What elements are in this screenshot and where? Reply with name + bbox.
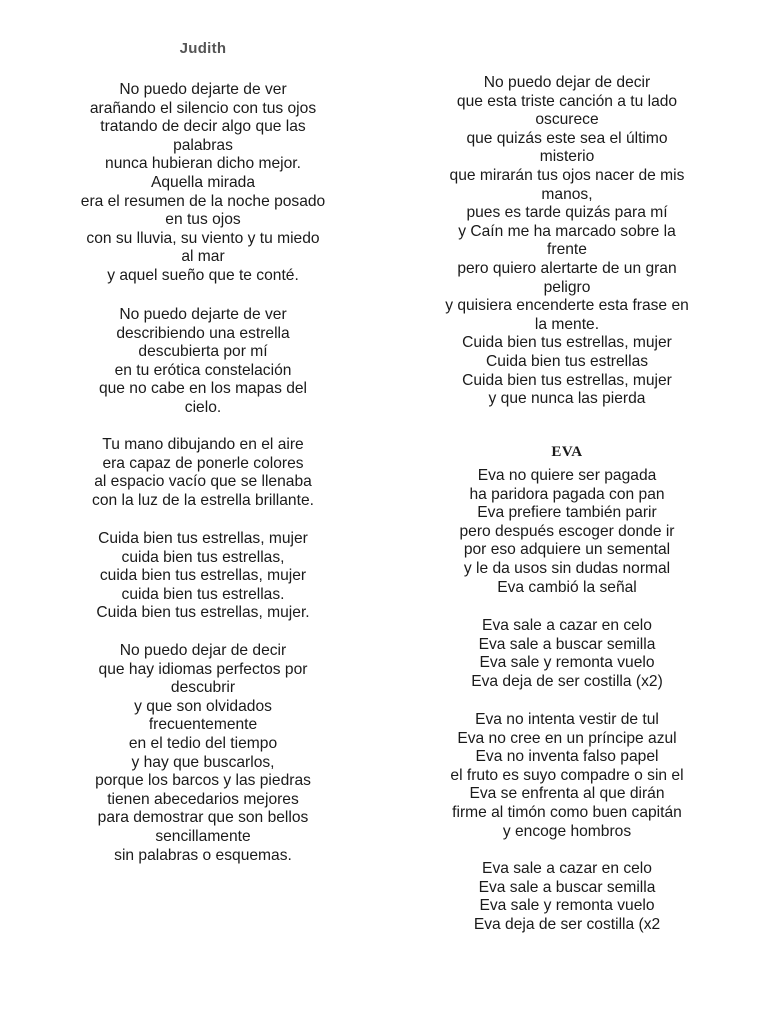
poem-line: tienen abecedarios mejores <box>107 790 299 808</box>
poem-line: para demostrar que son bellos <box>97 809 309 827</box>
poem-line: descubierta por mí <box>138 343 268 361</box>
poem-line: misterio <box>539 148 595 166</box>
poem-line: Eva sale a buscar semilla <box>478 635 656 653</box>
poem-line: No puedo dejar de decir <box>483 74 651 91</box>
poem-line: Eva cambió la señal <box>497 578 637 596</box>
poem-line: arañando el silencio con tus ojos <box>89 99 317 117</box>
poem-line: y que nunca las pierda <box>488 390 646 408</box>
poem-line: Eva sale a buscar semilla <box>478 878 656 896</box>
poem-line: Eva deja de ser costilla (x2 <box>473 915 661 933</box>
poem-title-eva: EVA <box>551 444 583 460</box>
poem-line: el fruto es suyo compadre o sin el <box>450 766 684 784</box>
poem-line: pero quiero alertarte de un gran <box>457 259 677 277</box>
poem-line: que esta triste canción a tu lado <box>456 92 678 110</box>
poem-line: palabras <box>173 136 233 154</box>
poem-line: porque los barcos y las piedras <box>95 772 311 790</box>
judith-stanza-6 <box>392 74 742 409</box>
poem-line: Eva no intenta vestir de tul <box>475 711 659 728</box>
poem-line: Eva sale a cazar en celo <box>482 860 652 877</box>
poem-line: tratando de decir algo que las <box>100 118 306 136</box>
poem-line: en tu erótica constelación <box>114 361 292 379</box>
poem-line: cuida bien tus estrellas, mujer <box>99 567 307 585</box>
poem-line: con su lluvia, su viento y tu miedo <box>86 229 320 247</box>
poem-line: Eva sale y remonta vuelo <box>479 897 655 915</box>
judith-stanza-1 <box>38 81 368 286</box>
poem-line: peligro <box>543 278 591 296</box>
poem-line: por eso adquiere un semental <box>463 541 671 559</box>
poem-line: No puedo dejarte de ver <box>119 81 287 98</box>
poem-line: Eva sale a cazar en celo <box>482 617 652 634</box>
poem-line: y Caín me ha marcado sobre la <box>458 222 676 240</box>
poem-line: Eva se enfrenta al que dirán <box>469 785 665 803</box>
poem-line: era capaz de ponerle colores <box>102 454 304 472</box>
poem-line: sin palabras o esquemas. <box>114 846 292 864</box>
poem-line: y que son olvidados <box>134 697 272 715</box>
poem-line: Cuida bien tus estrellas, mujer. <box>96 604 310 622</box>
poem-line: Aquella mirada <box>150 173 256 191</box>
poem-line: al espacio vacío que se llenaba <box>94 473 312 491</box>
poem-line: No puedo dejar de decir <box>119 642 287 659</box>
poem-line: sencillamente <box>155 827 251 845</box>
poem-line: manos, <box>541 185 593 203</box>
poem-line: No puedo dejarte de ver <box>119 306 287 323</box>
poem-line: con la luz de la estrella brillante. <box>92 491 314 509</box>
poem-line: y encoge hombros <box>502 822 632 840</box>
poem-line: cuida bien tus estrellas. <box>121 585 285 603</box>
poem-line: que mirarán tus ojos nacer de mis <box>449 166 685 184</box>
poem-line: era el resumen de la noche posado <box>80 192 326 210</box>
poem-line: que quizás este sea el último <box>466 129 668 147</box>
poem-line: Tu mano dibujando en el aire <box>102 436 304 453</box>
poem-line: la mente. <box>534 315 600 333</box>
poem-line: en tus ojos <box>165 211 241 229</box>
poem-line: descubrir <box>170 679 236 697</box>
judith-stanza-4 <box>38 530 368 623</box>
poem-line: Eva sale y remonta vuelo <box>479 654 655 672</box>
poem-line: frente <box>547 241 587 259</box>
poem-line: Cuida bien tus estrellas, mujer <box>462 334 672 352</box>
poem-line: Cuida bien tus estrellas, mujer <box>98 530 308 547</box>
poem-line: que hay idiomas perfectos por <box>98 660 308 678</box>
poem-line: Eva deja de ser costilla (x2) <box>471 672 663 690</box>
poem-line: y le da usos sin dudas normal <box>463 559 671 577</box>
eva-stanza-3 <box>392 711 742 841</box>
poem-line: que no cabe en los mapas del <box>98 380 308 398</box>
poem-line: pero después escoger donde ir <box>459 522 675 540</box>
poem-line: y aquel sueño que te conté. <box>107 266 299 284</box>
poem-line: al mar <box>181 248 225 266</box>
judith-stanza-5 <box>38 642 368 865</box>
poem-line: nunca hubieran dicho mejor. <box>105 155 301 173</box>
eva-stanza-2 <box>392 617 742 691</box>
poem-line: oscurece <box>535 111 599 129</box>
poem-line: describiendo una estrella <box>116 324 290 342</box>
poem-line: pues es tarde quizás para mí <box>466 204 668 222</box>
poem-title-judith: Judith <box>179 40 227 57</box>
poem-line: Eva no cree en un príncipe azul <box>457 729 677 747</box>
eva-stanza-1 <box>392 467 742 597</box>
poem-line: Cuida bien tus estrellas <box>485 352 649 370</box>
judith-stanza-2 <box>38 306 368 418</box>
poem-line: y quisiera encenderte esta frase en <box>445 297 689 315</box>
judith-stanza-3 <box>38 436 368 510</box>
poem-line: frecuentemente <box>148 716 258 734</box>
poem-line: cielo. <box>184 398 222 416</box>
poem-line: cuida bien tus estrellas, <box>121 548 285 566</box>
eva-stanza-4 <box>392 860 742 934</box>
poem-line: y hay que buscarlos, <box>131 753 275 771</box>
poem-line: en el tedio del tiempo <box>128 734 278 752</box>
poem-line: Cuida bien tus estrellas, mujer <box>462 371 672 389</box>
poem-line: Eva no quiere ser pagada <box>477 467 657 484</box>
poem-line: Eva no inventa falso papel <box>475 748 659 766</box>
poem-line: firme al timón como buen capitán <box>452 803 682 821</box>
poem-line: Eva prefiere también parir <box>477 504 657 522</box>
poem-line: ha paridora pagada con pan <box>469 485 665 503</box>
